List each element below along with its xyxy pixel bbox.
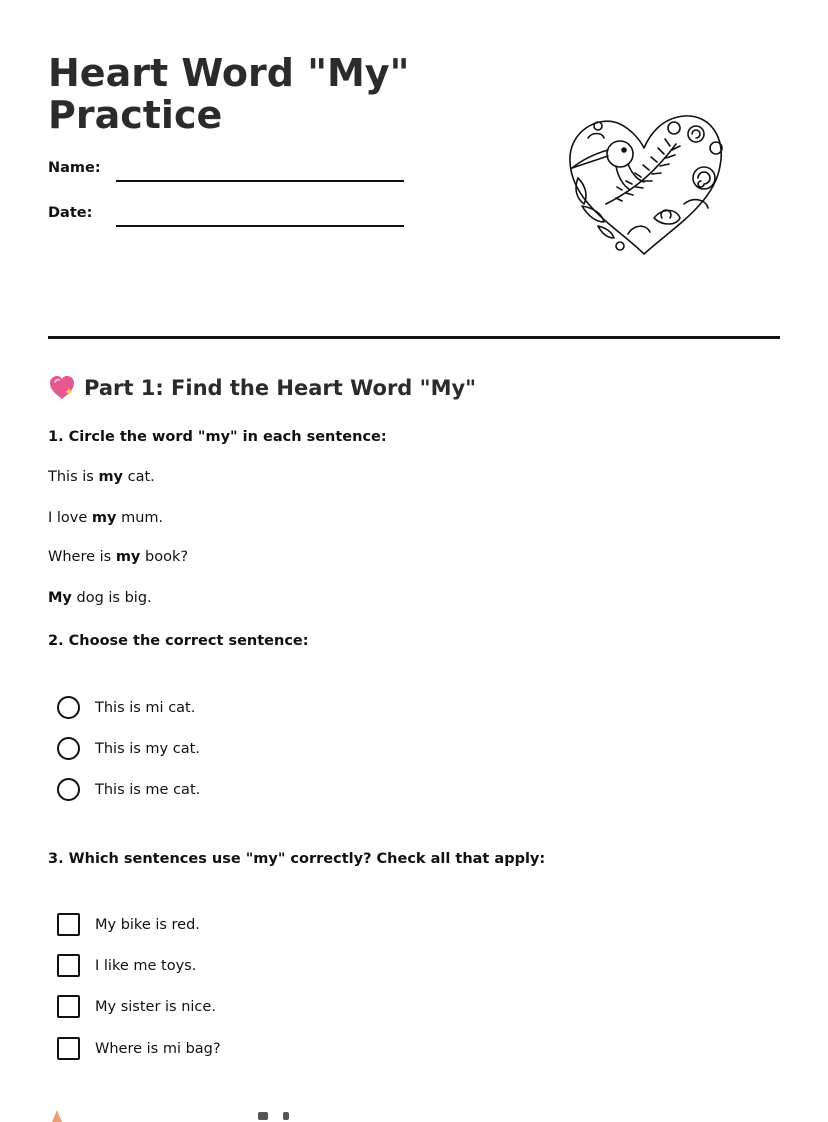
- radio-button[interactable]: [57, 696, 80, 719]
- radio-option-label: This is my cat.: [95, 740, 200, 757]
- sentence-1: This is my cat.: [48, 469, 155, 485]
- radio-option-1[interactable]: [57, 696, 195, 719]
- radio-option-2[interactable]: [57, 737, 200, 760]
- date-line[interactable]: [116, 225, 404, 227]
- radio-option-3[interactable]: [57, 778, 200, 801]
- sentence-4: My dog is big.: [48, 590, 152, 606]
- question-1-prompt: 1. Circle the word "my" in each sentence:: [48, 429, 387, 445]
- section-divider: [48, 336, 780, 339]
- radio-button[interactable]: [57, 737, 80, 760]
- cut-off-heading-fragment: [258, 1112, 268, 1120]
- sparkling-heart-icon: [48, 374, 76, 402]
- part1-heading: [48, 374, 476, 402]
- checkbox-option-2[interactable]: [57, 954, 196, 977]
- sentence-3: Where is my book?: [48, 549, 189, 565]
- checkbox[interactable]: [57, 913, 80, 936]
- sentence-2: I love my mum.: [48, 510, 164, 526]
- name-line[interactable]: [116, 180, 404, 182]
- checkbox[interactable]: [57, 954, 80, 977]
- checkbox-option-1[interactable]: [57, 913, 200, 936]
- radio-button[interactable]: [57, 778, 80, 801]
- radio-option-label: This is mi cat.: [95, 699, 196, 716]
- checkbox-option-label: My sister is nice.: [95, 998, 216, 1015]
- checkbox-option-label: Where is mi bag?: [95, 1040, 221, 1057]
- question-2-prompt: 2. Choose the correct sentence:: [48, 633, 309, 649]
- page-title: Heart Word "My" Practice: [48, 51, 410, 137]
- checkbox[interactable]: [57, 1037, 80, 1060]
- checkbox-option-4[interactable]: [57, 1037, 221, 1060]
- checkbox-option-label: My bike is red.: [95, 916, 200, 933]
- part1-heading-text: Part 1: Find the Heart Word "My": [84, 376, 477, 400]
- cut-off-heading-fragment: [283, 1112, 289, 1120]
- checkbox[interactable]: [57, 995, 80, 1018]
- radio-option-label: This is me cat.: [95, 781, 201, 798]
- name-label: Name:: [48, 160, 101, 176]
- checkbox-option-label: I like me toys.: [95, 957, 197, 974]
- date-label: Date:: [48, 205, 93, 221]
- question-3-prompt: 3. Which sentences use "my" correctly? Check all that apply:: [48, 851, 546, 867]
- checkbox-option-3[interactable]: [57, 995, 216, 1018]
- kiwi-heart-emblem-icon: [558, 108, 734, 258]
- pencil-icon: [48, 1108, 66, 1122]
